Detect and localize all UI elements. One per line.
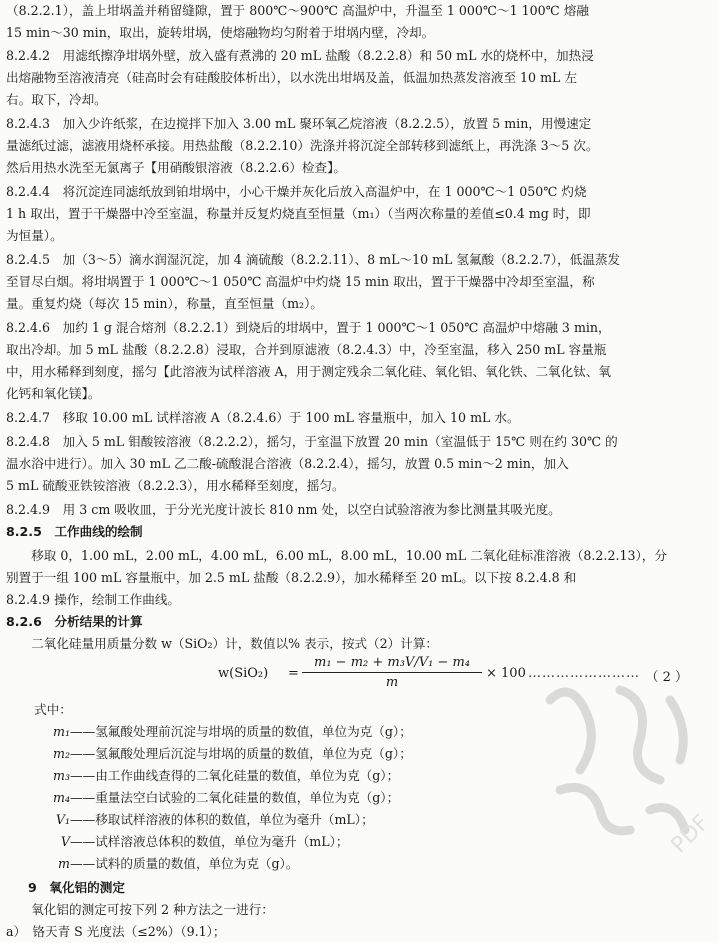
section-number: 8.2.6: [6, 614, 42, 629]
paragraph-line: 取出冷却。加 5 mL 盐酸（8.2.2.8）浸取，合并到原滤液（8.2.4.3）中，冷至室温，移入 250 mL 容量瓶: [6, 342, 607, 357]
paragraph-line: 右。取下，冷却。: [6, 92, 107, 107]
variable-description: ——移取试样溶液的体积的数值，单位为毫升（mL）；: [70, 812, 374, 827]
paragraph-line: 为恒量）。: [6, 228, 63, 243]
paragraph-line: 8.2.4.6 加约 1 g 混合熔剂（8.2.2.1）到烧后的坩埚中，置于 1 000℃～1 050℃ 高温炉中熔融 3 min，: [6, 320, 611, 335]
paragraph-line: 15 min～30 min，取出，旋转坩埚，使熔融物均匀附着于坩埚内壁，冷却。: [6, 25, 435, 40]
variable-symbol: m: [58, 856, 70, 871]
variable-description: ——试料的质量的数值，单位为克（g）。: [70, 856, 299, 871]
paragraph-line: 至冒尽白烟。将坩埚置于 1 000℃～1 050℃ 高温炉中灼烧 15 min 取出，置于干燥器中冷却至室温，称: [6, 274, 595, 289]
paragraph-line: 温水浴中进行）。加入 30 mL 乙二酸-硫酸混合溶液（8.2.2.4），摇匀，放置 0.5 min～2 min，加入: [6, 456, 569, 471]
variable-symbol: V₁: [55, 812, 70, 827]
variable-definition: [34, 721, 412, 743]
section-heading-9: [28, 877, 712, 899]
variable-definition: [34, 853, 298, 875]
paragraph-line: 8.2.4.8 加入 5 mL 钼酸铵溶液（8.2.2.2），摇匀，于室温下放置 20 min（室温低于 15℃ 则在约 30℃ 的: [6, 434, 618, 449]
paragraph-line: 8.2.4.9 用 3 cm 吸收皿，于分光光度计波长 810 nm 处，以空白试验溶液为参比测量其吸光度。: [6, 502, 561, 517]
formula-numerator: m₁ − m₂ + m₃V/V₁ − m₄: [302, 655, 482, 673]
variable-definition: [34, 831, 348, 853]
paragraph-line: 8.2.4.7 移取 10.00 mL 试样溶液 A（8.2.4.6）于 100 mL 容量瓶中，加入 10 mL 水。: [6, 410, 520, 425]
paragraph-line: 然后用热水洗至无氯离子【用硝酸银溶液（8.2.2.6）检查】。: [6, 160, 347, 175]
formula-number: （ 2 ）: [645, 670, 688, 685]
variable-description: ——重量法空白试验的二氧化硅量的数值，单位为克（g）；: [70, 790, 400, 805]
section-title: 分析结果的计算: [54, 614, 143, 629]
section-title: 工作曲线的绘制: [54, 524, 143, 539]
variable-symbol: m₂: [53, 746, 70, 761]
formula-lhs: w(SiO₂): [218, 666, 269, 681]
paragraph-line: 移取 0，1.00 mL，2.00 mL，4.00 mL，6.00 mL，8.00 mL，10.00 mL 二氧化硅标准溶液（8.2.2.13），分: [6, 548, 667, 563]
variable-definition: [34, 787, 399, 809]
section-number: 9: [28, 880, 37, 895]
paragraph-line: （8.2.2.1），盖上坩埚盖并稍留缝隙，置于 800℃～900℃ 高温炉中，升温至 1 000℃～1 100℃ 熔融: [6, 3, 589, 18]
paragraph-line: 出熔融物至溶液清亮（硅高时会有硅酸胶体析出），以水洗出坩埚及盖，低温加热蒸发溶液至 10 mL 左: [6, 70, 577, 85]
paragraph-line: 中，用水稀释到刻度，摇匀【此溶液为试样溶液 A，用于测定残余二氧化硅、氧化铝、氧化铁、二氧化钛、氧: [6, 364, 612, 379]
section-heading-8-2-6: [6, 611, 712, 633]
variable-description: ——氢氟酸处理后沉淀与坩埚的质量的数值，单位为克（g）；: [70, 746, 412, 761]
formula-times: × 100: [486, 666, 526, 681]
section-number: 8.2.5: [6, 524, 42, 539]
formula-equals: =: [288, 666, 299, 681]
paragraph-line: 量。重复灼烧（每次 15 min），称量，直至恒量（m₂）。: [6, 296, 323, 311]
variable-description: ——由工作曲线查得的二氧化硅量的数值，单位为克（g）；: [70, 768, 400, 783]
paragraph-line: 8.2.4.3 加入少许纸浆，在边搅拌下加入 3.00 mL 聚环氧乙烷溶液（8.2.2.5），放置 5 min，用慢速定: [6, 116, 592, 131]
variable-symbol: V: [60, 834, 70, 849]
variable-description: ——试样溶液总体积的数值，单位为毫升（mL）；: [70, 834, 349, 849]
formula-fraction: [302, 655, 482, 690]
variable-symbol: m₄: [53, 790, 70, 805]
paragraph-line: 量滤纸过滤，滤液用烧杯承接。用热盐酸（8.2.2.10）洗涤并将沉淀全部转移到滤纸上，再洗涤 3～5 次。: [6, 138, 599, 153]
formula-2: [218, 655, 698, 695]
variable-description: ——氢氟酸处理前沉淀与坩埚的质量的数值，单位为克（g）；: [70, 724, 412, 739]
watermark-text: PDF: [666, 810, 715, 859]
paragraph-line: 1 h 取出，置于干燥器中冷至室温，称量并反复灼烧直至恒量（m₁）（当两次称量的差值≤0.4 mg 时，即: [6, 206, 591, 221]
variable-symbol: m₃: [53, 768, 70, 783]
calc-intro: 二氧化硅量用质量分数 w（SiO₂）计，数值以% 表示，按式（2）计算：: [6, 636, 439, 651]
paragraph-line: 化钙和氧化镁】。: [6, 386, 101, 401]
paragraph-line: 别置于一组 100 mL 容量瓶中，加 2.5 mL 盐酸（8.2.2.9），加水稀释至 20 mL。以下按 8.2.4.8 和: [6, 570, 577, 585]
s9-item-a: a） 铬天青 S 光度法（≤2%）（9.1）；: [6, 924, 226, 939]
paragraph-line: 5 mL 硫酸亚铁铵溶液（8.2.2.3），用水稀释至刻度，摇匀。: [6, 478, 345, 493]
variable-symbol: m₁: [53, 724, 70, 739]
where-label: 式中：: [34, 702, 72, 717]
paragraph-line: 8.2.4.9 操作，绘制工作曲线。: [6, 592, 181, 607]
section-heading-8-2-5: [6, 521, 712, 543]
formula-denominator: m: [385, 675, 399, 690]
variable-definition: [34, 809, 374, 831]
document-page: [6, 0, 712, 939]
paragraph-line: 8.2.4.4 将沉淀连同滤纸放到铂坩埚中，小心干燥并灰化后放入高温炉中，在 1 000℃～1 050℃ 灼烧: [6, 184, 587, 199]
formula-leader-dots: ……………………: [528, 666, 640, 681]
variable-definition: [34, 765, 399, 787]
variable-definition: [34, 743, 412, 765]
section-title: 氧化铝的测定: [49, 880, 125, 895]
paragraph-line: 8.2.4.2 用滤纸擦净坩埚外壁，放入盛有煮沸的 20 mL 盐酸（8.2.2.8）和 50 mL 水的烧杯中，加热浸: [6, 48, 594, 63]
s9-intro: 氧化铝的测定可按下列 2 种方法之一进行：: [6, 902, 274, 917]
paragraph-line: 8.2.4.5 加（3～5）滴水润湿沉淀，加 4 滴硫酸（8.2.2.11）、8 mL～10 mL 氢氟酸（8.2.2.7），低温蒸发: [6, 252, 621, 267]
